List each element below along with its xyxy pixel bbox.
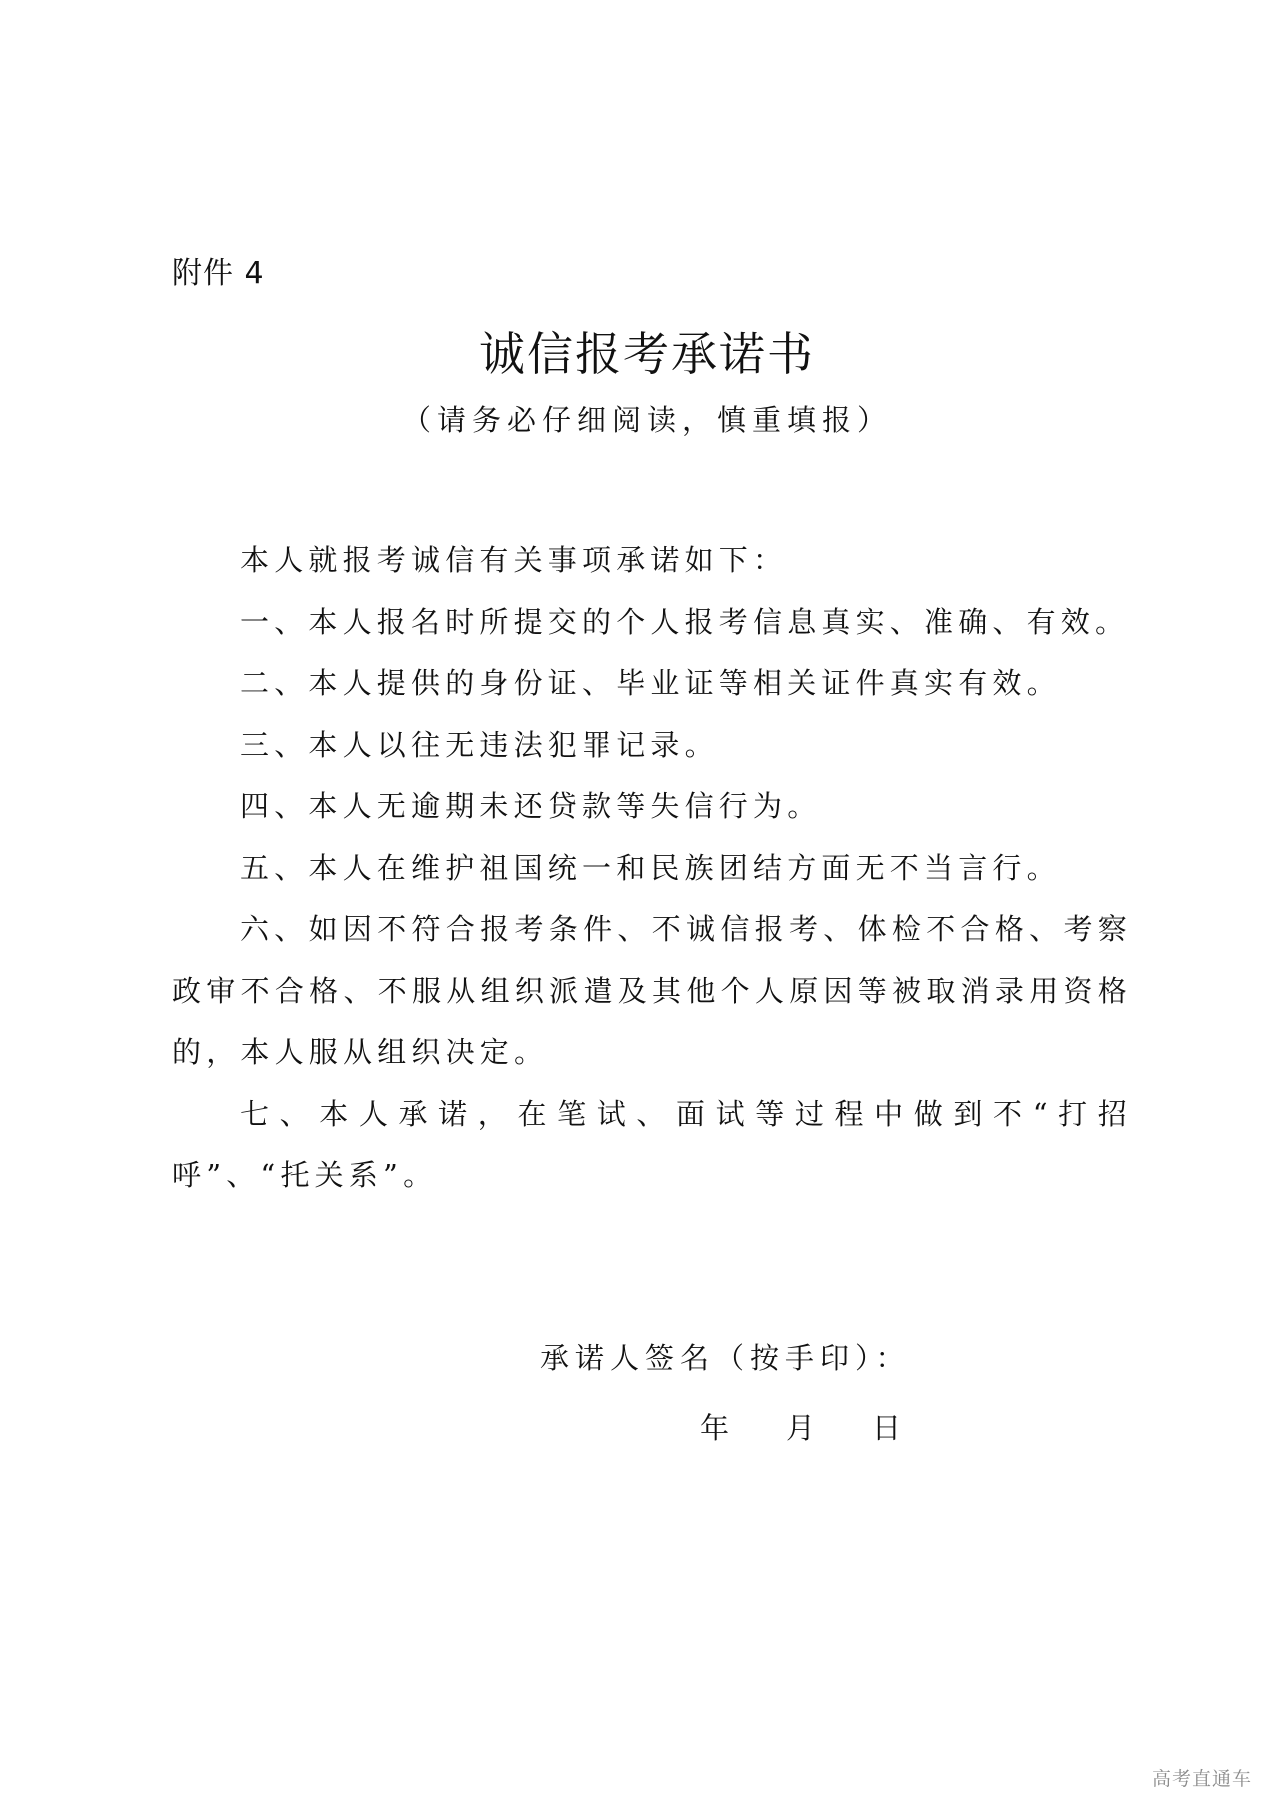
date-year-label: 年 <box>700 1411 730 1445</box>
pledge-item-4: 四、本人无逾期未还贷款等失信行为。 <box>240 789 822 823</box>
pledge-item-7: 七、本人承诺，在笔试、面试等过程中做到不“打招呼”、“托关系”。 <box>172 1096 1132 1192</box>
document-title: 诚信报考承诺书 <box>479 327 815 381</box>
pledge-item-2: 二、本人提供的身份证、毕业证等相关证件真实有效。 <box>240 666 1061 700</box>
document-subtitle: （请务必仔细阅读，慎重填报） <box>401 403 892 437</box>
pledge-item-6: 六、如因不符合报考条件、不诚信报考、体检不合格、考察政审不合格、不服从组织派遣及其他个人原因等被取消录用资格的，本人服从组织决定。 <box>172 912 1132 1069</box>
pledge-item-5: 五、本人在维护祖国统一和民族团结方面无不当言行。 <box>240 850 1061 885</box>
date-month-label: 月 <box>786 1411 816 1445</box>
signature-label: 承诺人签名（按手印）： <box>540 1341 911 1375</box>
pledge-item-1: 一、本人报名时所提交的个人报考信息真实、准确、有效。 <box>240 604 1130 639</box>
attachment-label: 附件 4 <box>172 256 265 291</box>
watermark: 高考直通车 <box>1151 1768 1252 1790</box>
intro-paragraph: 本人就报考诚信有关事项承诺如下： <box>240 543 788 577</box>
document-body <box>172 530 1132 1207</box>
date-day-label: 日 <box>872 1411 902 1445</box>
pledge-item-3: 三、本人以往无违法犯罪记录。 <box>240 727 719 762</box>
